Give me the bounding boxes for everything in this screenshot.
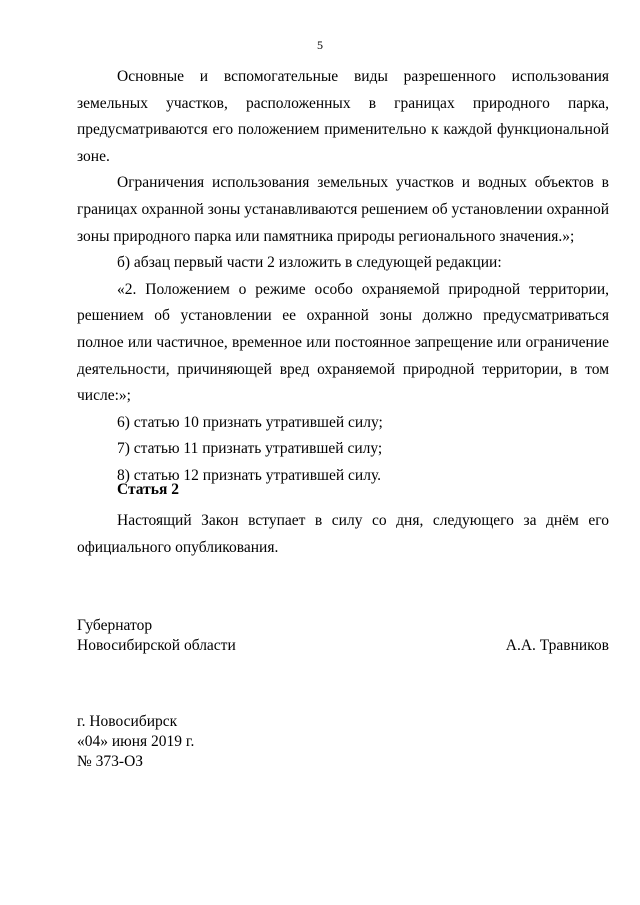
signature-block [77, 616, 609, 656]
paragraph-restrictions: Ограничения использования земельных участков и водных объектов в границах охранной зоны устанавливаются решением об установлении охранной зоны природного парка или памятника природы регионального значения.»; [77, 174, 609, 245]
article-body [77, 508, 609, 561]
paragraph-regime: «2. Положением о режиме особо охраняемой природной территории, решением об установлении ее охранной зоны должно предусматриваться полное или частичное, временное или постоянное запрещение или ограничение деятельности, причиняющей вред охраняемой природной территории, в том числе:»; [77, 280, 609, 405]
signature-region: Новосибирской области [77, 637, 236, 654]
paragraph-item-6: 6) статью 10 признать утратившей силу; [117, 413, 383, 431]
article-heading: Статья 2 [117, 481, 179, 498]
body-text [77, 64, 609, 490]
signature-row [77, 636, 609, 656]
document-footer [77, 712, 194, 772]
page-number: 5 [317, 38, 323, 52]
paragraph-item-7: 7) статью 11 признать утратившей силу; [117, 440, 383, 458]
paragraph-item-8: 8) статью 12 признать утратившей силу. [117, 466, 382, 484]
signature-name: А.А. Травников [505, 637, 609, 654]
paragraph-land-use: Основные и вспомогательные виды разрешенного использования земельных участков, расположенных в границах природного парка, предусматриваются его положением применительно к каждой функциональной зоне. [77, 68, 609, 165]
signature-title: Губернатор [77, 617, 153, 634]
footer-city: г. Новосибирск [77, 713, 178, 730]
article-text: Настоящий Закон вступает в силу со дня, следующего за днём его официального опубликования. [77, 512, 609, 556]
paragraph-amendment-b: б) абзац первый части 2 изложить в следующей редакции: [117, 254, 502, 272]
footer-date: «04» июня 2019 г. [77, 733, 195, 750]
footer-number: № 373-ОЗ [77, 753, 144, 770]
